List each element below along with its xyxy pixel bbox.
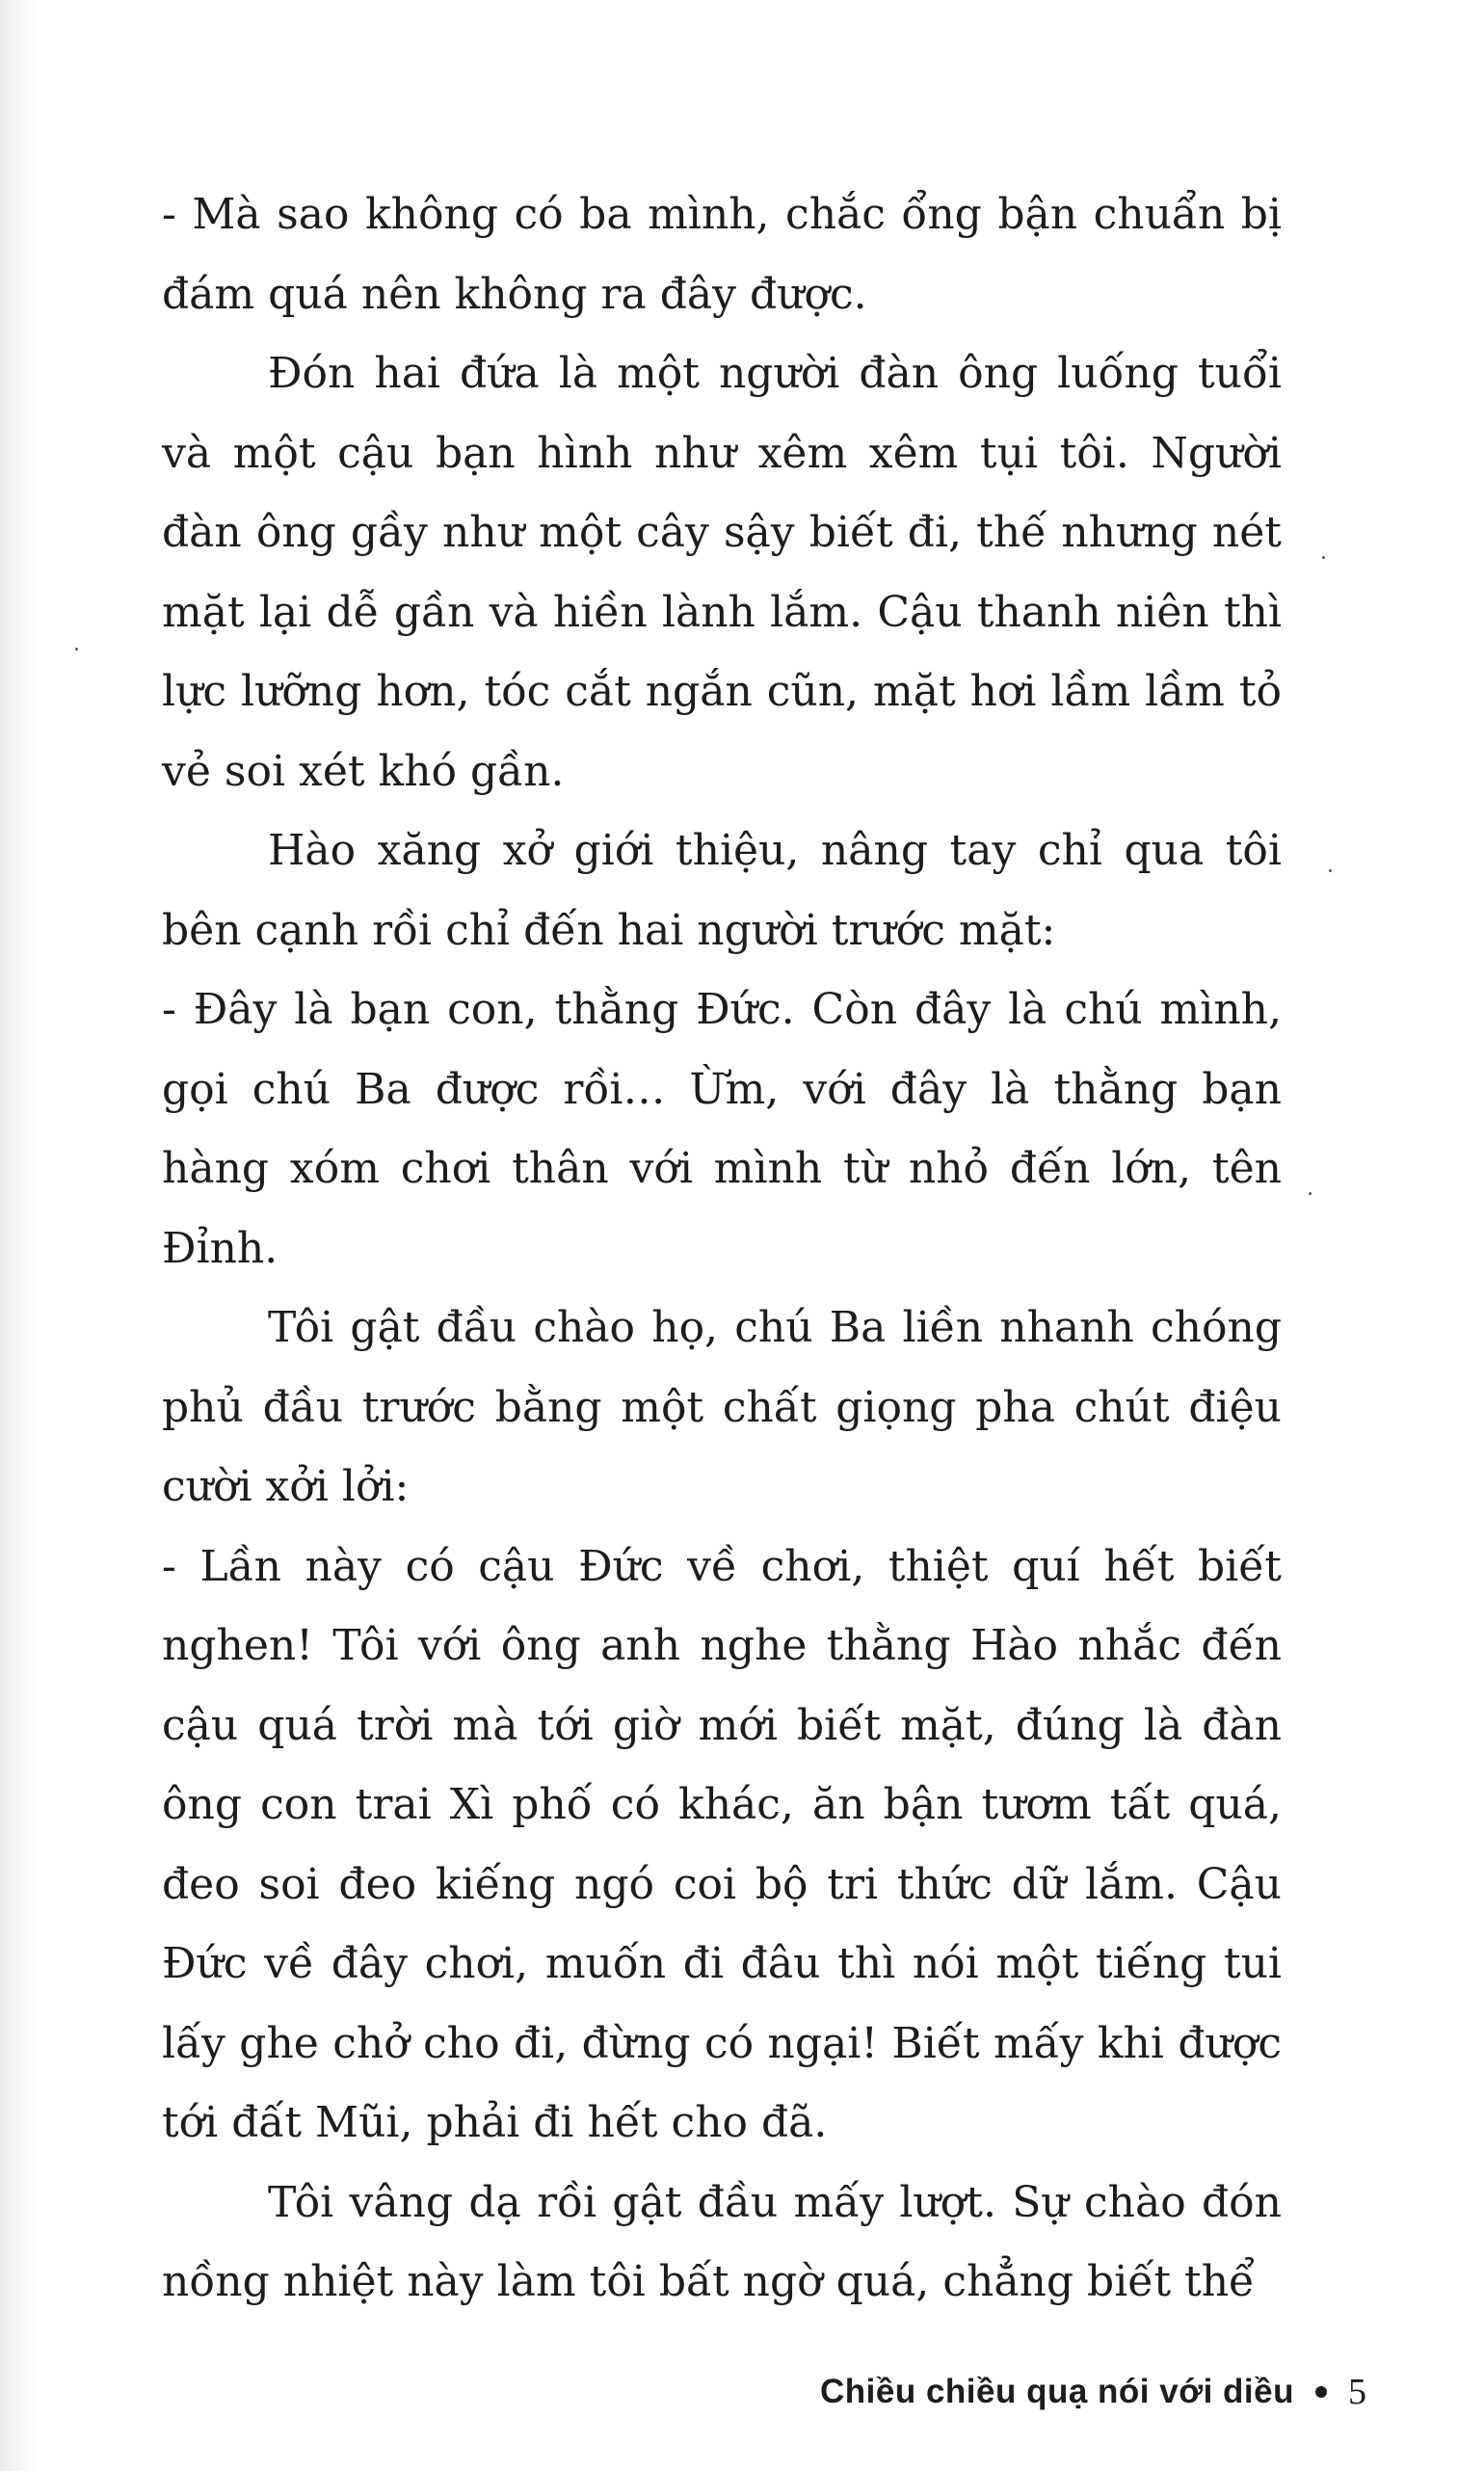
paragraph-narration-2: Hào xăng xở giới thiệu, nâng tay chỉ qua tôi bên cạnh rồi chỉ đến hai người trước mặt: <box>162 826 1282 955</box>
paragraph-narration-1: Đón hai đứa là một người đàn ông luống tuổi và một cậu bạn hình như xêm xêm tụi tôi. Người đàn ông gầy như một cây sậy biết đi, thế nhưng nét mặt lại dễ gần và hiền lành lắm. Cậu thanh niên thì lực lưỡng hơn, tóc cắt ngắn cũn, mặt hơi lầm lầm tỏ vẻ soi xét khó gần. <box>162 349 1282 796</box>
print-speck <box>1329 869 1332 872</box>
page-body <box>162 175 1282 2323</box>
page-number: 5 <box>1348 2372 1366 2412</box>
page-footer <box>820 2371 1366 2413</box>
paragraph-dialog-2: - Đây là bạn con, thằng Đức. Còn đây là chú mình, gọi chú Ba được rồi… Ừm, với đây là thằng bạn hàng xóm chơi thân với mình từ nhỏ đến lớn, tên Đỉnh. <box>162 985 1282 1273</box>
running-title: Chiều chiều quạ nói với diều <box>820 2373 1294 2410</box>
paragraph-narration-4: Tôi vâng dạ rồi gật đầu mấy lượt. Sự chào đón nồng nhiệt này làm tôi bất ngờ quá, chẳng biết thể <box>162 2177 1282 2306</box>
print-speck <box>75 648 78 651</box>
paragraph-dialog-1: - Mà sao không có ba mình, chắc ổng bận chuẩn bị đám quá nên không ra đây được. <box>162 190 1282 319</box>
paragraph-narration-3: Tôi gật đầu chào họ, chú Ba liền nhanh chóng phủ đầu trước bằng một chất giọng pha chút điệu cười xởi lởi: <box>162 1303 1282 1511</box>
bullet-separator-icon <box>1315 2386 1327 2398</box>
print-speck <box>1322 556 1325 559</box>
paragraph-dialog-3: - Lần này có cậu Đức về chơi, thiệt quí hết biết nghen! Tôi với ông anh nghe thằng Hào nhắc đến cậu quá trời mà tới giờ mới biết mặt, đúng là đàn ông con trai Xì phố có khác, ăn bận tươm tất quá, đeo soi đeo kiếng ngó coi bộ tri thức dữ lắm. Cậu Đức về đây chơi, muốn đi đâu thì nói một tiếng tui lấy ghe chở cho đi, đừng có ngại! Biết mấy khi được tới đất Mũi, phải đi hết cho đã. <box>162 1541 1282 2147</box>
page-edge-shadow <box>0 0 39 2471</box>
print-speck <box>1309 1192 1312 1195</box>
